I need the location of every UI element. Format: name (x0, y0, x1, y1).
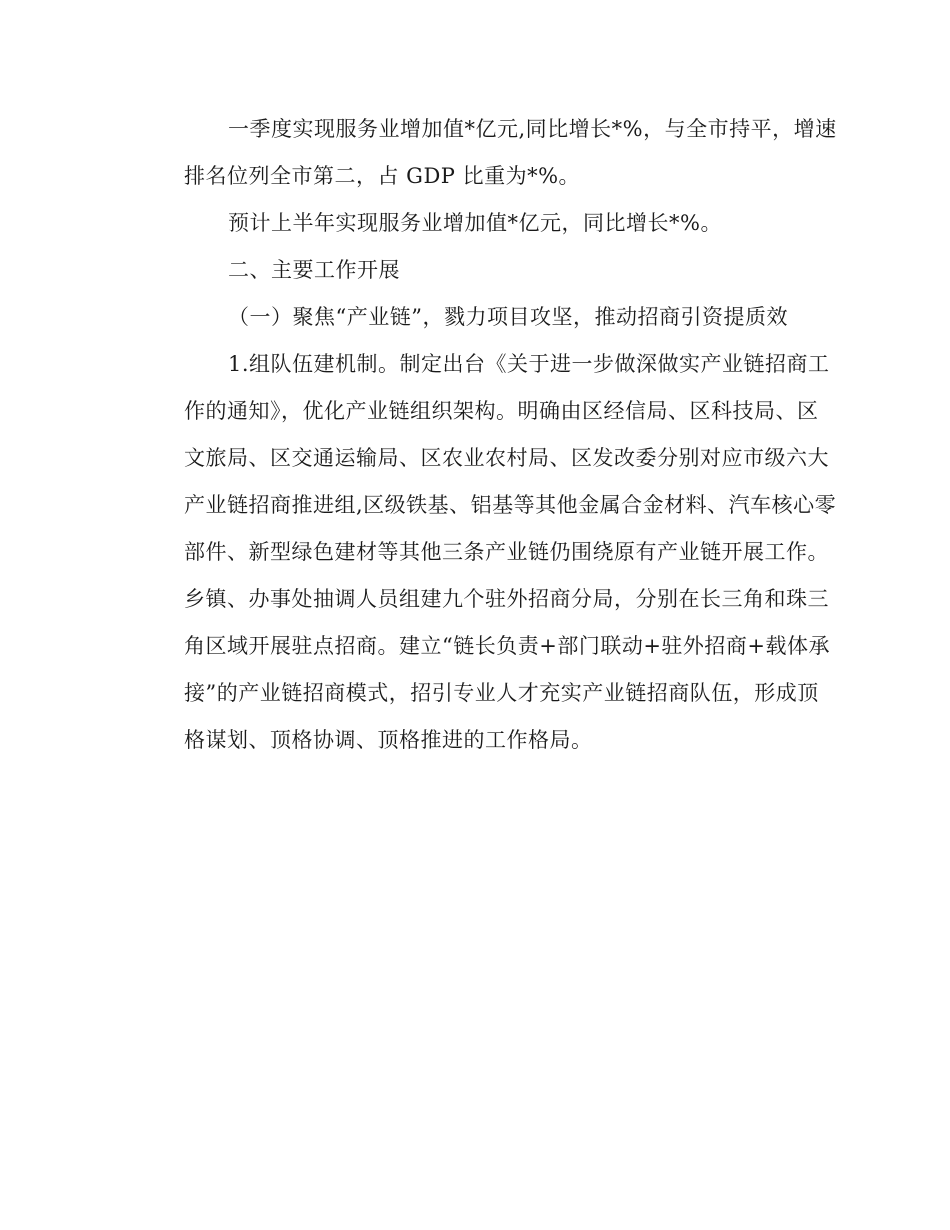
text-line: 排名位列全市第二，占 GDP 比重为*%。 (184, 164, 581, 188)
text-line: 部件、新型绿色建材等其他三条产业链仍围绕原有产业链开展工作。 (184, 540, 829, 564)
text-line: 格谋划、顶格协调、顶格推进的工作格局。 (184, 728, 593, 752)
subheading-text: （一）聚焦“产业链”，戮力项目攻坚，推动招商引资提质效 (228, 305, 788, 329)
text-line: 角区域开展驻点招商。建立“链长负责+部门联动+驻外招商+载体承 (184, 634, 831, 658)
document-page (140, 106, 837, 764)
subsection-heading (140, 294, 808, 341)
text-line: 产业链招商推进组,区级铁基、铝基等其他金属合金材料、汽车核心零 (184, 493, 837, 517)
text-line: 接”的产业链招商模式，招引专业人才充实产业链招商队伍，形成顶 (184, 681, 819, 705)
heading-text: 二、主要工作开展 (228, 258, 400, 282)
text-line: 文旅局、区交通运输局、区农业农村局、区发改委分别对应市级六大 (184, 446, 829, 470)
text-line: 一季度实现服务业增加值*亿元,同比增长*%，与全市持平，增速 (228, 117, 837, 141)
section-heading (140, 247, 808, 294)
text-line: 乡镇、办事处抽调人员组建九个驻外招商分局，分别在长三角和珠三 (184, 587, 829, 611)
paragraph-h1-forecast (140, 200, 808, 247)
paragraph-q1-service (140, 106, 837, 200)
paragraph-team-mechanism (140, 341, 837, 764)
text-line: 预计上半年实现服务业增加值*亿元，同比增长*%。 (228, 211, 722, 235)
text-line: 作的通知》，优化产业链组织架构。明确由区经信局、区科技局、区 (184, 399, 819, 423)
text-line: 1.组队伍建机制。制定出台《关于进一步做深做实产业链招商工 (228, 352, 830, 376)
